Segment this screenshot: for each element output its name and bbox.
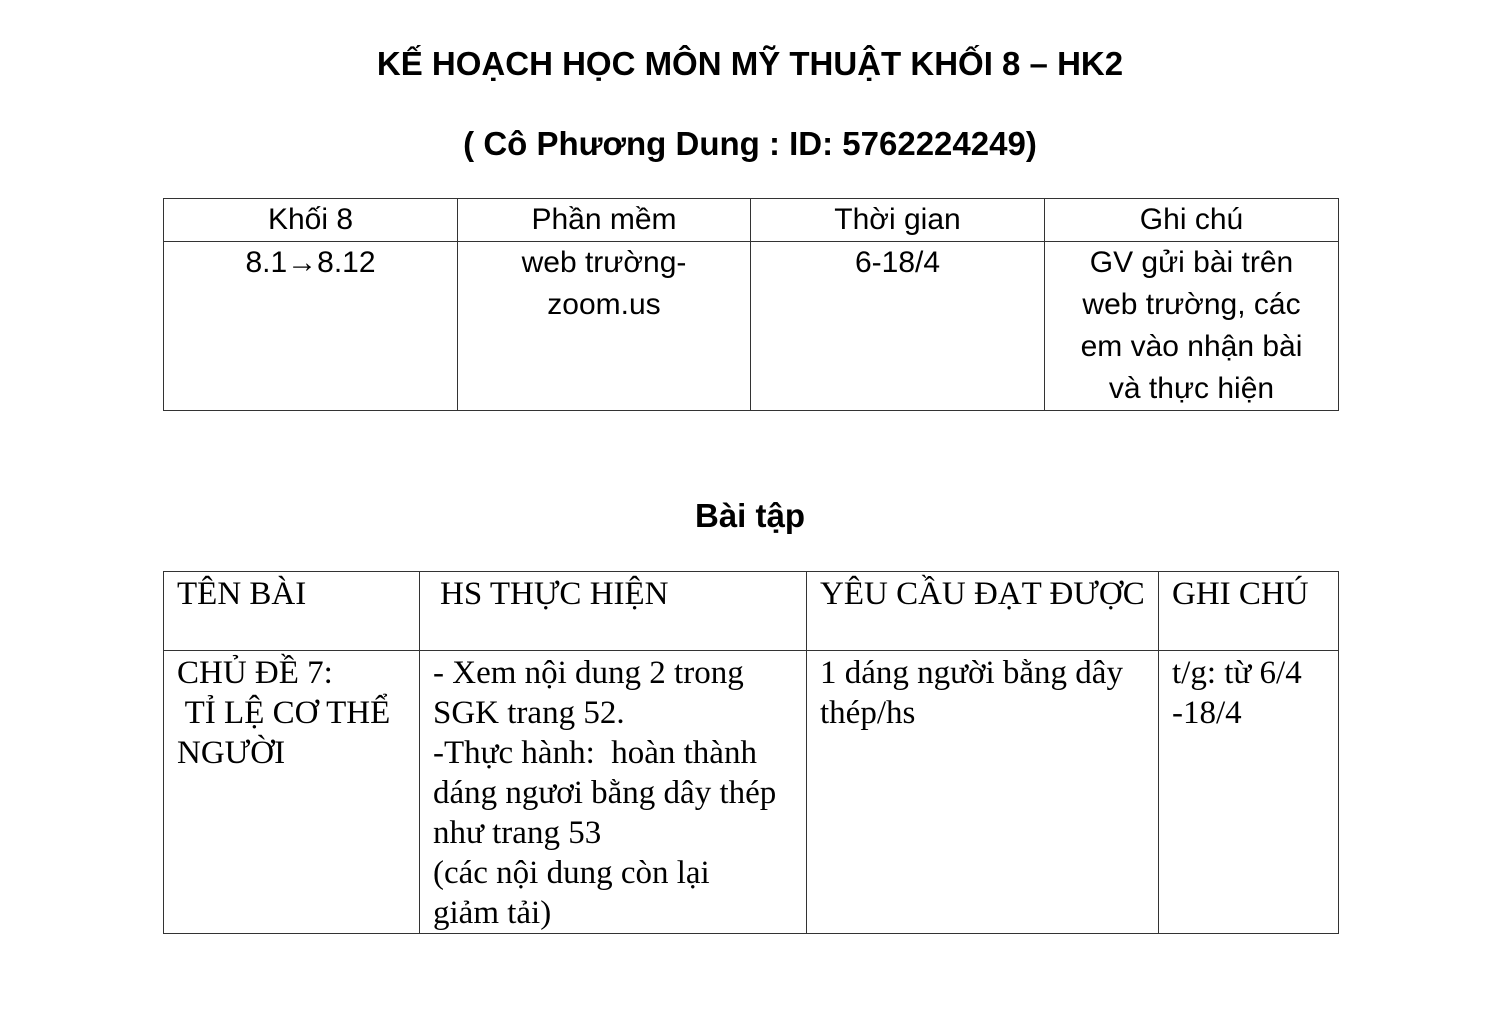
table-header-row <box>164 572 1339 651</box>
note-line: và thực hiện <box>1108 372 1275 405</box>
table-header-row <box>164 199 1339 242</box>
task-line: (các nội dung còn lại <box>433 855 710 891</box>
note-line: web trường, các <box>1082 288 1301 321</box>
note-line: GV gửi bài trên <box>1089 246 1294 279</box>
cell-note <box>1045 242 1339 411</box>
task-line: như trang 53 <box>433 815 602 851</box>
software-line: web trường- <box>521 246 687 279</box>
task-line: -Thực hành: hoàn thành <box>433 735 757 771</box>
header-cell-lesson-name: TÊN BÀI <box>164 572 420 651</box>
exercise-table <box>163 571 1339 934</box>
grade-from: 8.1 <box>245 246 288 279</box>
page-title: KẾ HOẠCH HỌC MÔN MỸ THUẬT KHỐI 8 – HK2 <box>376 45 1124 82</box>
note-line: em vào nhận bài <box>1080 330 1303 363</box>
note-line: -18/4 <box>1172 695 1242 731</box>
header-cell-requirement: YÊU CẦU ĐẠT ĐƯỢC <box>807 572 1159 651</box>
header-cell-note: GHI CHÚ <box>1159 572 1339 651</box>
cell-lesson-name <box>164 651 420 934</box>
header-cell-grade: Khối 8 <box>164 199 458 242</box>
task-line: dáng ngươi bằng dây thép <box>433 775 777 811</box>
table-row <box>164 242 1339 411</box>
grade-to: 8.12 <box>317 246 376 279</box>
table-row <box>164 651 1339 934</box>
time-text: 6-18/4 <box>854 246 941 279</box>
requirement-line: 1 dáng người bằng dây <box>820 655 1123 691</box>
lesson-name-line: TỈ LỆ CƠ THỂ <box>177 695 391 731</box>
cell-grade-range <box>164 242 458 411</box>
arrow-right-icon: → <box>287 246 318 279</box>
cell-requirement <box>807 651 1159 934</box>
header-cell-software: Phần mềm <box>458 199 751 242</box>
header-cell-student-task: HS THỰC HIỆN <box>420 572 807 651</box>
note-line: t/g: từ 6/4 <box>1172 655 1302 691</box>
lesson-name-line: NGƯỜI <box>177 735 286 771</box>
page-subtitle: ( Cô Phương Dung : ID: 5762224249) <box>463 125 1037 162</box>
plan-table <box>163 198 1339 411</box>
task-line: - Xem nội dung 2 trong <box>433 655 744 691</box>
header-cell-note: Ghi chú <box>1045 199 1339 242</box>
grade-range-text <box>164 242 457 284</box>
cell-note <box>1159 651 1339 934</box>
header-cell-time: Thời gian <box>751 199 1045 242</box>
section-title: Bài tập <box>694 497 806 534</box>
cell-time <box>751 242 1045 411</box>
requirement-line: thép/hs <box>820 695 916 731</box>
cell-student-task <box>420 651 807 934</box>
lesson-name-line: CHỦ ĐỀ 7: <box>177 655 333 691</box>
software-line: zoom.us <box>547 288 661 321</box>
cell-software <box>458 242 751 411</box>
task-line: giảm tải) <box>433 895 552 931</box>
task-line: SGK trang 52. <box>433 695 625 731</box>
